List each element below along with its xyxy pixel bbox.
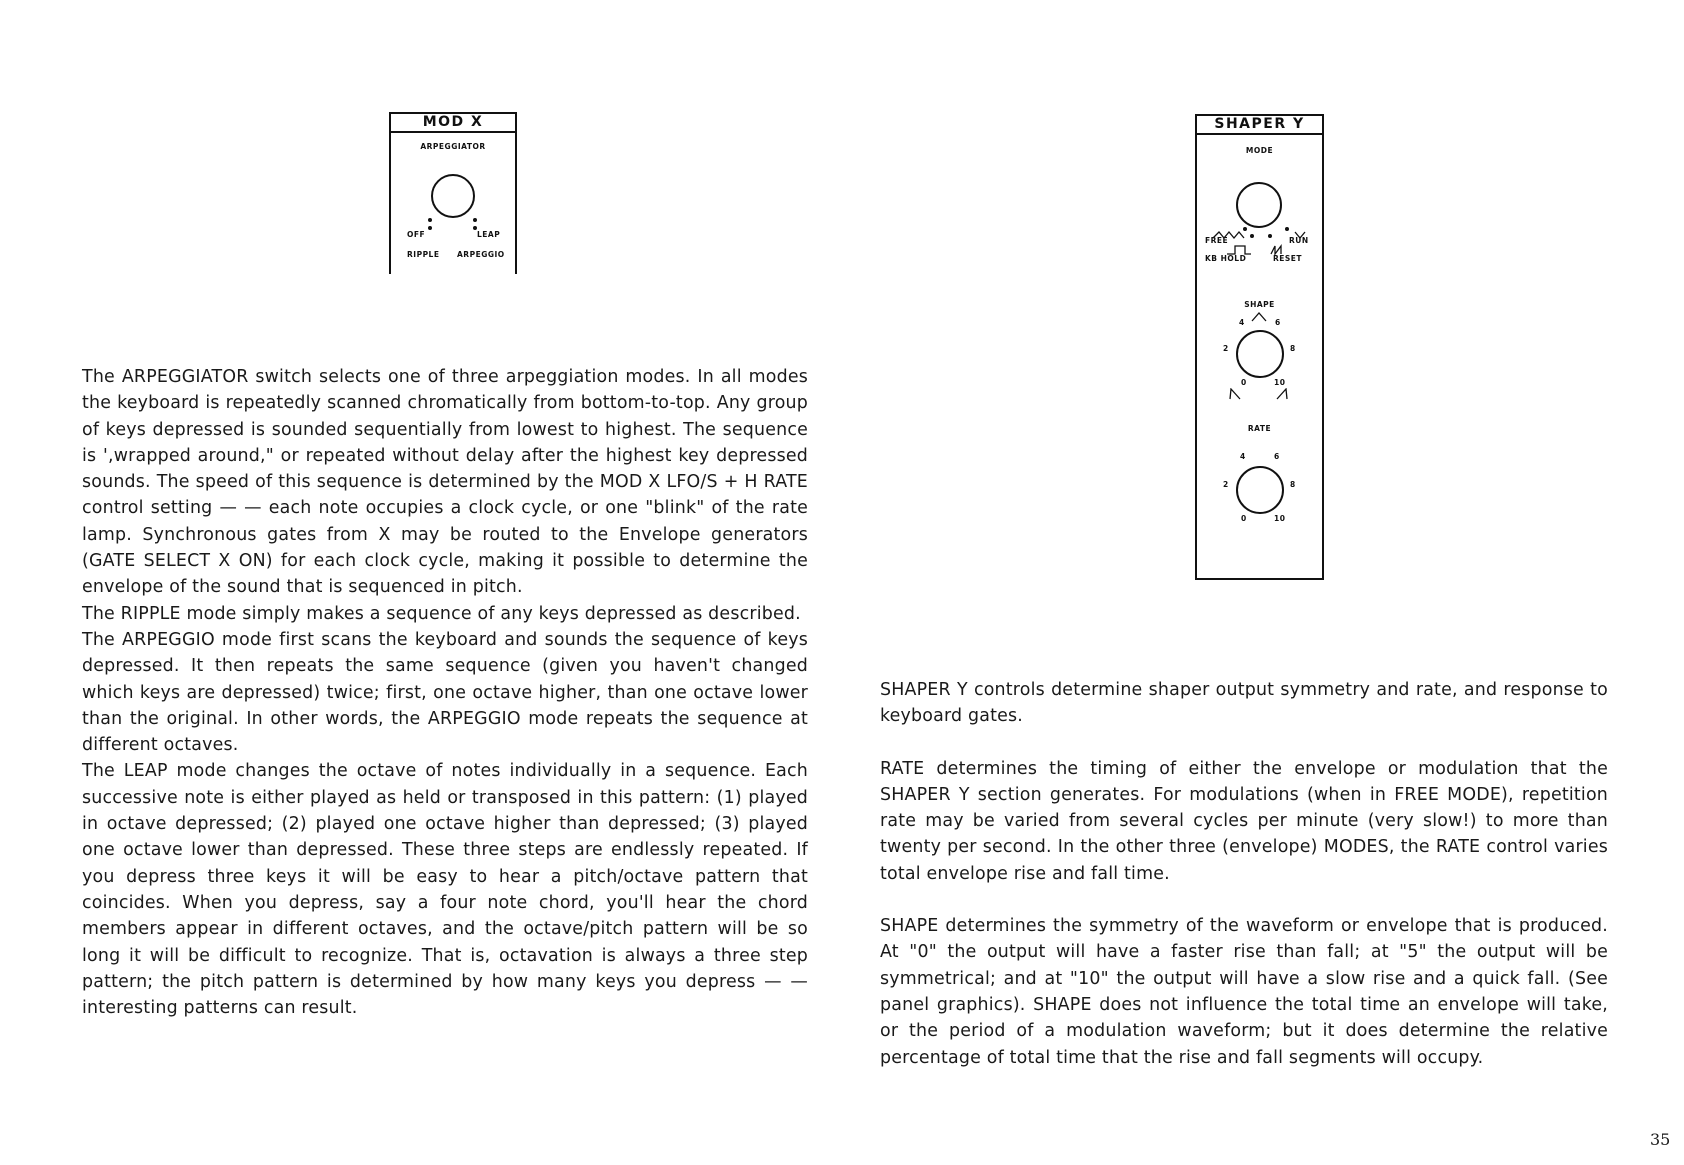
run-label: RUN (1289, 236, 1309, 245)
rate-knob (1236, 466, 1284, 514)
shape-knob (1236, 330, 1284, 378)
rate-scale-8: 8 (1290, 480, 1296, 489)
shape-slow-rise-icon (1276, 388, 1288, 400)
rate-scale-6: 6 (1274, 452, 1280, 461)
rate-scale-4: 4 (1240, 452, 1246, 461)
mode-label: MODE (1245, 146, 1274, 155)
shape-fast-rise-icon (1229, 388, 1241, 400)
kb-hold-label: KB HOLD (1205, 254, 1247, 263)
arpeggiator-label: ARPEGGIATOR (420, 142, 486, 151)
mod-x-panel-graphic (389, 112, 517, 274)
paragraph: The RIPPLE mode simply makes a sequence of any keys depressed as described. (82, 603, 801, 624)
page-number: 35 (1650, 1130, 1671, 1149)
shape-scale-6: 6 (1275, 318, 1281, 327)
free-label: FREE (1205, 236, 1229, 245)
paragraph: SHAPER Y controls determine shaper output symmetry and rate, and response to keyboard gates. (880, 680, 1608, 727)
off-label: OFF (407, 230, 426, 239)
shape-scale-4: 4 (1239, 318, 1245, 327)
rate-scale-2: 2 (1223, 480, 1229, 489)
mod-x-panel-title: MOD X (391, 114, 515, 133)
shape-scale-0: 0 (1241, 378, 1247, 387)
shape-scale-10: 10 (1274, 378, 1286, 387)
rate-label: RATE (1247, 424, 1272, 433)
mode-dot (428, 226, 432, 230)
paragraph: RATE determines the timing of either the envelope or modulation that the SHAPER Y section generates. For modulations (when in FREE MODE), repetition rate may be varied from several cycles per minute (very slow!) to more than twenty per second. In the other three (envelope) MODES, the RATE control varies total envelope rise and fall time. (880, 758, 1608, 884)
reset-label: RESET (1273, 254, 1303, 263)
paragraph: The ARPEGGIO mode first scans the keyboard and sounds the sequence of keys depressed. It then repeats the same sequence (given you haven't changed which keys are depressed) twice; first, one octave higher, than one octave lower than the original. In other words, the ARPEGGIO mode repeats the sequence at different octaves. (82, 629, 808, 756)
mode-dot (428, 218, 432, 222)
shaper-y-panel-title: SHAPER Y (1197, 116, 1322, 135)
paragraph: The ARPEGGIATOR switch selects one of three arpeggiation modes. In all modes the keyboard is repeatedly scanned chromatically from bottom-to-top. Any group of keys depressed is sounded sequentially from lowest to highest. The sequence is ',wrapped around," or repeated without delay after the highest key depressed sounds. The speed of this sequence is determined by the MOD X LFO/S + H RATE control setting — — each note occupies a clock cycle, or one "blink" of the rate lamp. Synchronous gates from X may be routed to the Envelope generators (GATE SELECT X ON) for each clock cycle, making it possible to determine the envelope of the sound that is sequenced in pitch. (82, 367, 808, 598)
paragraph: SHAPE determines the symmetry of the waveform or envelope that is produced. At "0" the output will have a faster rise than fall; at "5" the output will be symmetrical; and at "10" the output will have a slow rise and a quick fall. (See panel graphics). SHAPE does not influence the total time an envelope will take, or the period of a modulation waveform; but it does determine the relative percentage of total time that the rise and fall segments will occupy. (880, 916, 1608, 1068)
rate-scale-10: 10 (1274, 514, 1286, 523)
arpeggiator-knob (431, 174, 475, 218)
shaper-y-description (880, 677, 1608, 1071)
shape-label: SHAPE (1244, 300, 1275, 309)
mode-knob (1236, 182, 1282, 228)
mode-dot (473, 218, 477, 222)
leap-label: LEAP (477, 230, 501, 239)
shape-scale-8: 8 (1290, 344, 1296, 353)
rate-scale-0: 0 (1241, 514, 1247, 523)
ripple-label: RIPPLE (407, 250, 440, 259)
paragraph: The LEAP mode changes the octave of notes individually in a sequence. Each successive note is either played as held or transposed in this pattern: (1) played in octave depressed; (2) played one octave higher than depressed; (3) played one octave lower than depressed. These three steps are endlessly repeated. If you depress three keys it will be easy to hear a pitch/octave pattern that coincides. When you depress, say a four note chord, you'll hear the chord members appear in different octaves, and the octave/pitch pattern will be so long it will be difficult to recognize. That is, octavation is always a three step pattern; the pitch pattern is determined by how many keys you depress — — interesting patterns can result. (82, 761, 808, 1019)
shape-scale-2: 2 (1223, 344, 1229, 353)
arpeggio-label: ARPEGGIO (457, 250, 505, 259)
arpeggiator-description (82, 364, 808, 1021)
shaper-y-panel-graphic (1195, 114, 1324, 580)
shape-symmetric-icon (1251, 312, 1267, 322)
